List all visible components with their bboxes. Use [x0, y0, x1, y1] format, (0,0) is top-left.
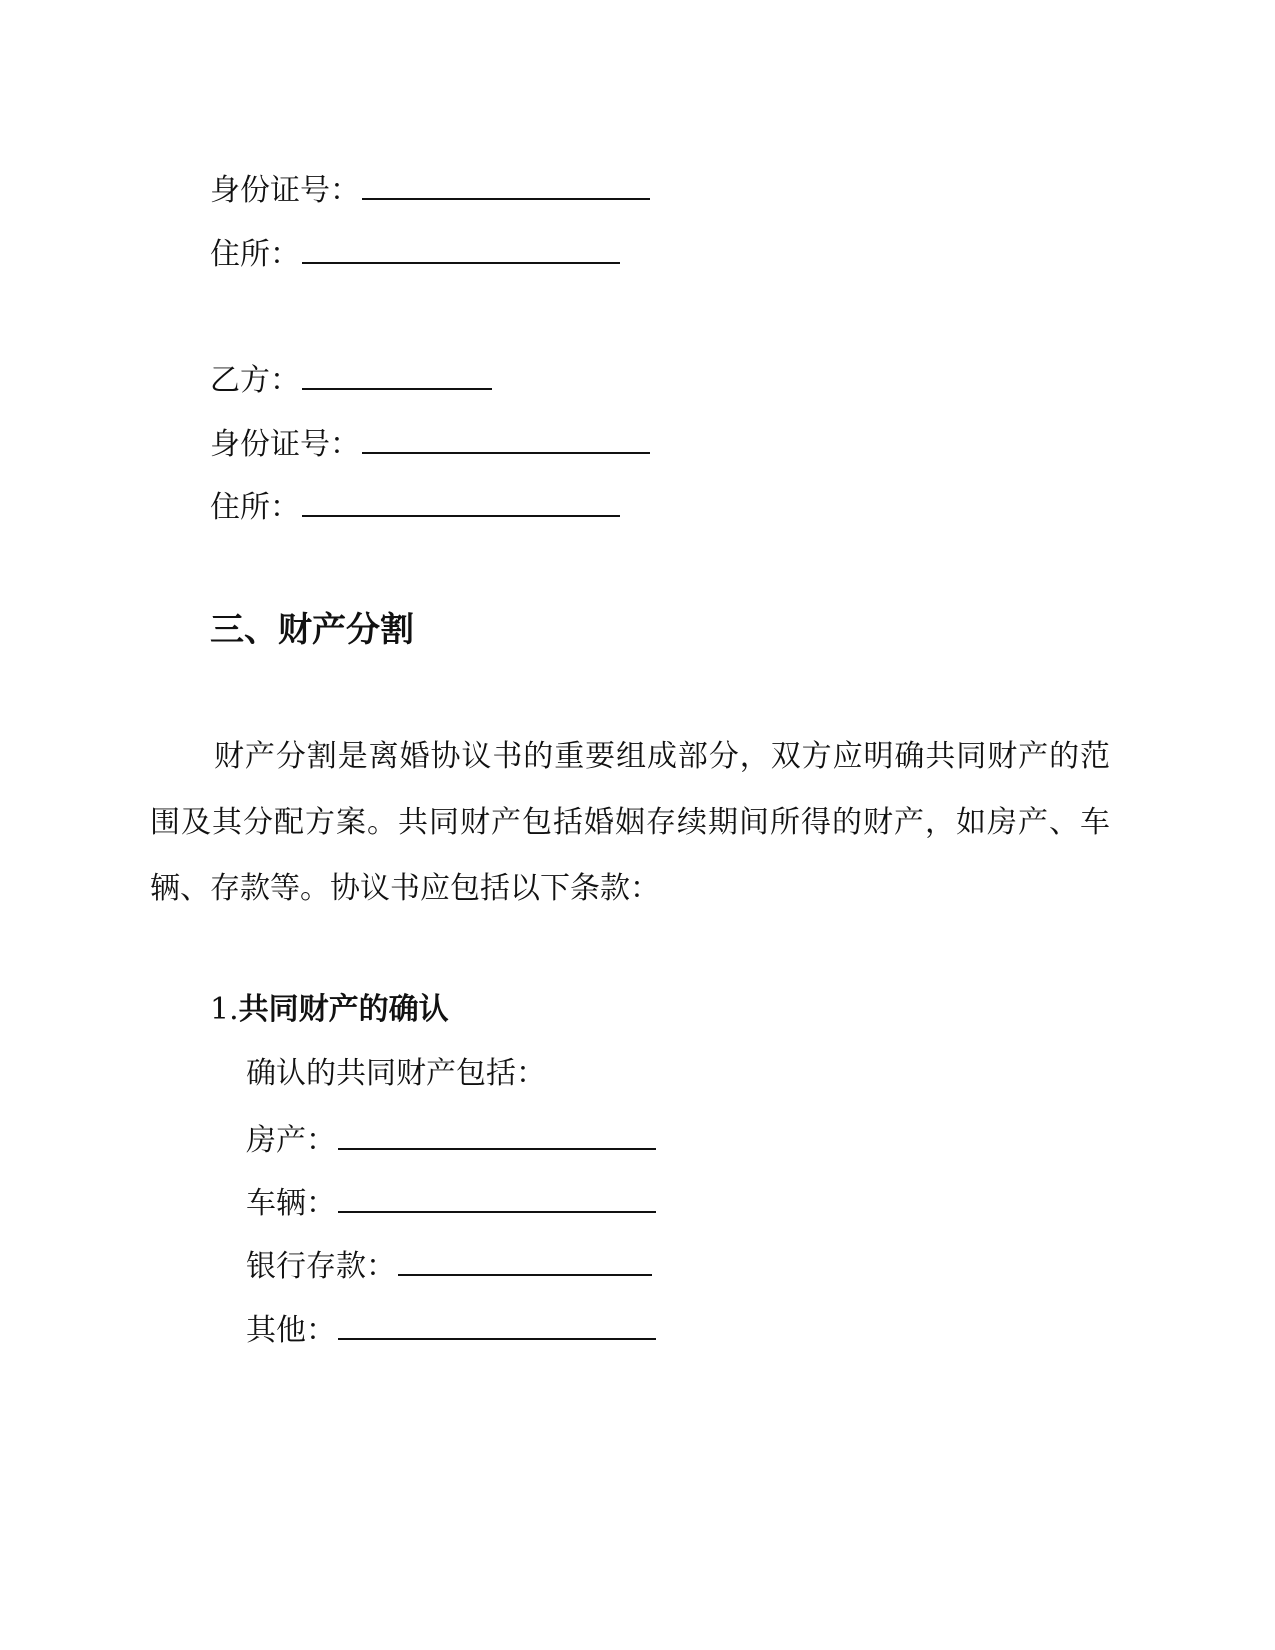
party-a-id-blank[interactable]: [362, 168, 650, 200]
field-deposit-label: 银行存款：: [246, 1249, 396, 1284]
item-1-heading: [210, 990, 449, 1030]
party-b-id-line: [210, 422, 650, 465]
field-deposit-blank[interactable]: [398, 1244, 652, 1276]
field-other-line: [246, 1308, 656, 1351]
party-a-address-label: 住所：: [210, 237, 300, 272]
field-property-line: [246, 1118, 656, 1161]
item-1-number: 1.: [210, 992, 239, 1027]
section-paragraph: 财产分割是离婚协议书的重要组成部分，双方应明确共同财产的范围及其分配方案。共同财产包括婚姻存续期间所得的财产，如房产、车辆、存款等。协议书应包括以下条款：: [150, 739, 1110, 906]
field-vehicle-line: [246, 1181, 656, 1224]
party-b-id-blank[interactable]: [362, 422, 650, 454]
party-b-name-label: 乙方：: [210, 363, 300, 398]
party-a-address-line: [210, 232, 620, 275]
party-b-id-label: 身份证号：: [210, 427, 360, 462]
party-a-id-line: [210, 168, 650, 211]
party-a-address-blank[interactable]: [302, 232, 620, 264]
party-b-address-label: 住所：: [210, 490, 300, 525]
field-other-blank[interactable]: [338, 1308, 656, 1340]
section-heading: 三、财产分割: [210, 610, 414, 650]
party-a-id-label: 身份证号：: [210, 173, 360, 208]
field-vehicle-label: 车辆：: [246, 1186, 336, 1221]
party-b-address-line: [210, 485, 620, 528]
item-1-title: 共同财产的确认: [238, 992, 449, 1027]
field-property-label: 房产：: [246, 1123, 336, 1158]
field-deposit-line: [246, 1244, 652, 1287]
party-b-address-blank[interactable]: [302, 485, 620, 517]
field-property-blank[interactable]: [338, 1118, 656, 1150]
item-1-intro-text: 确认的共同财产包括：: [246, 1056, 546, 1091]
item-1-intro: [246, 1054, 546, 1094]
field-vehicle-blank[interactable]: [338, 1181, 656, 1213]
party-b-name-line: [210, 358, 492, 401]
field-other-label: 其他：: [246, 1313, 336, 1348]
party-b-name-blank[interactable]: [302, 358, 492, 390]
